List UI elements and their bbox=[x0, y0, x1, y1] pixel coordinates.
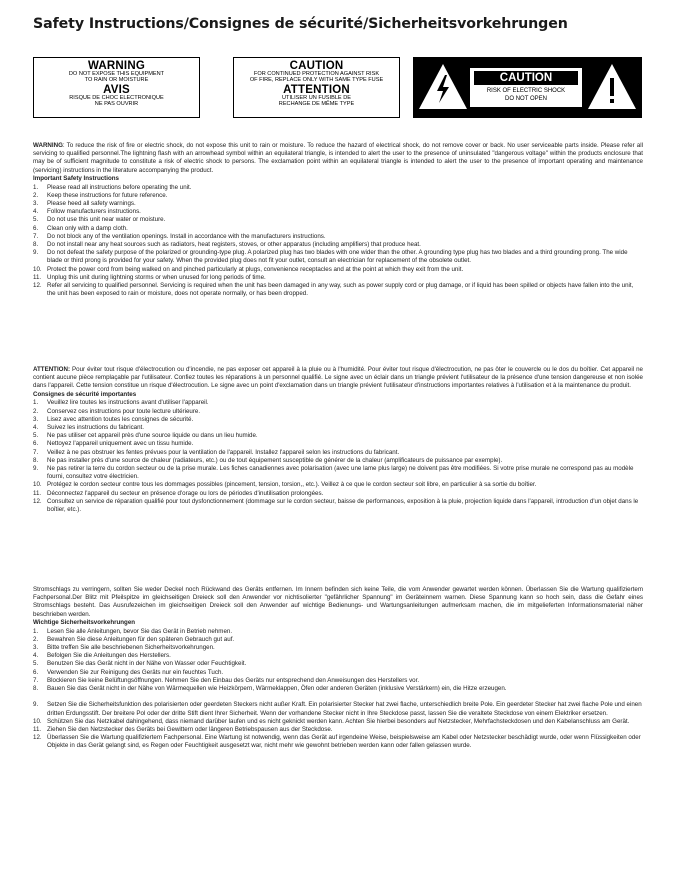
caution-line-2: OF FIRE, REPLACE ONLY WITH SAME TYPE FUSE bbox=[249, 76, 384, 83]
item-number: 11. bbox=[33, 725, 42, 733]
english-section bbox=[33, 142, 643, 298]
list-item bbox=[33, 628, 643, 636]
avis-line-1: RISQUE DE CHOC ELECTRONIQUE bbox=[69, 94, 164, 101]
list-spacer bbox=[33, 693, 643, 701]
item-number: 7. bbox=[33, 448, 39, 456]
item-number: 12. bbox=[33, 281, 42, 289]
list-item bbox=[33, 498, 643, 514]
item-number: 8. bbox=[33, 684, 39, 692]
french-attention-label: ATTENTION: bbox=[33, 366, 71, 373]
item-text: Protect the power cord from being walked on and pinched particularly at plugs, convenience receptacles and at the point at which they exit from the unit. bbox=[47, 265, 464, 273]
list-item bbox=[33, 192, 643, 200]
list-item bbox=[33, 652, 643, 660]
list-item bbox=[33, 465, 643, 481]
item-number: 10. bbox=[33, 717, 42, 725]
list-item bbox=[33, 677, 643, 685]
list-item bbox=[33, 660, 643, 668]
list-item bbox=[33, 225, 643, 233]
list-item bbox=[33, 266, 643, 274]
item-text: Bewahren Sie diese Anleitungen für den späteren Gebrauch gut auf. bbox=[47, 635, 235, 643]
list-item bbox=[33, 734, 643, 750]
french-section bbox=[33, 366, 643, 514]
item-text: Veuillez lire toutes les instructions avant d'utiliser l'appareil. bbox=[47, 399, 209, 407]
german-section bbox=[33, 586, 643, 751]
item-number: 10. bbox=[33, 481, 42, 489]
list-item bbox=[33, 669, 643, 677]
english-list bbox=[33, 184, 643, 299]
avis-heading: AVIS bbox=[103, 83, 130, 96]
item-number: 6. bbox=[33, 668, 39, 676]
list-item bbox=[33, 636, 643, 644]
list-item bbox=[33, 216, 643, 224]
item-text: Déconnectez l'appareil du secteur en présence d'orage ou lors de périodes d'inutilisation prolongées. bbox=[47, 489, 324, 497]
item-number: 6. bbox=[33, 440, 39, 448]
item-text: Do not block any of the ventilation openings. Install in accordance with the manufacturers instructions. bbox=[47, 232, 326, 240]
item-text: Lisez avec attention toutes les consignes de sécurité. bbox=[47, 415, 194, 423]
list-item bbox=[33, 241, 643, 249]
exclamation-triangle-icon bbox=[586, 61, 638, 113]
item-text: Nettoyez l'appareil uniquement avec un tissu humide. bbox=[47, 440, 194, 448]
list-item bbox=[33, 685, 643, 693]
list-item bbox=[33, 457, 643, 465]
item-text: Verwenden Sie zur Reinigung des Geräts nur ein feuchtes Tuch. bbox=[47, 668, 224, 676]
list-item bbox=[33, 481, 643, 489]
caution-fuse-label-box bbox=[233, 57, 400, 118]
list-item bbox=[33, 701, 643, 717]
item-text: Protégez le cordon secteur contre tous les dommages possibles (pincement, tension, torsion,, etc.). Veillez à ce que le cordon secteur soit libre, en particulier à sa sortie du boîtier. bbox=[47, 481, 537, 489]
list-item bbox=[33, 449, 643, 457]
item-text: Befolgen Sie die Anleitungen des Herstellers. bbox=[47, 652, 171, 660]
item-number: 3. bbox=[33, 643, 39, 651]
electric-shock-label-box bbox=[413, 57, 642, 118]
french-heading: Consignes de sécurité importantes bbox=[33, 391, 137, 399]
list-item bbox=[33, 718, 643, 726]
shock-label-panel bbox=[470, 68, 582, 107]
attention-line-1: UTILISER UN FUSIBLE DE bbox=[281, 94, 351, 101]
item-number: 10. bbox=[33, 265, 42, 273]
item-number: 9. bbox=[33, 464, 39, 472]
item-number: 7. bbox=[33, 232, 39, 240]
item-text: Unplug this unit during lightning storms or when unused for long periods of time. bbox=[47, 273, 266, 281]
attention-heading: ATTENTION bbox=[283, 83, 350, 96]
item-text: Ne pas utiliser cet appareil près d'une source liquide ou dans un lieu humide. bbox=[47, 432, 258, 440]
page-title: Safety Instructions/Consignes de sécurité/Sicherheitsvorkehrungen bbox=[33, 16, 568, 32]
item-text: Please heed all safety warnings. bbox=[47, 199, 136, 207]
list-item bbox=[33, 399, 643, 407]
item-number: 7. bbox=[33, 676, 39, 684]
item-text: Consultez un service de réparation qualifié pour tout dysfonctionnement (dommage sur le cordon secteur, baisse de performances, exposition à la pluie, projection liquide dans l'appareil, introduction d'un objet dans le boîtier, etc.). bbox=[47, 497, 639, 513]
french-intro bbox=[33, 366, 643, 391]
list-item bbox=[33, 249, 643, 265]
warning-line-1: DO NOT EXPOSE THIS EQUIPMENT bbox=[68, 71, 165, 78]
item-number: 2. bbox=[33, 407, 39, 415]
list-item bbox=[33, 184, 643, 192]
english-intro bbox=[33, 142, 643, 175]
item-number: 12. bbox=[33, 734, 42, 742]
item-text: Lesen Sie alle Anleitungen, bevor Sie das Gerät in Betrieb nehmen. bbox=[47, 627, 233, 635]
item-text: Benutzen Sie das Gerät nicht in der Nähe von Wasser oder Feuchtigkeit. bbox=[47, 660, 247, 668]
item-number: 4. bbox=[33, 208, 39, 216]
item-number: 2. bbox=[33, 635, 39, 643]
list-item bbox=[33, 233, 643, 241]
item-text: Setzen Sie die Sicherheitsfunktion des polarisierten oder geerdeten Steckers nicht außer Kraft. Ein polarisierter Stecker hat zwei flache, unterschiedlich breite Pole. Ein geerdeter Stecker hat zwei flache Pole und einen dritten Erdungsstift. Der breitere Pol oder der dritte Stift dient Ihrer Sicherheit. Wenn der vorhandene Stecker nicht in Ihre Steckdose passt, lassen Sie die veraltete Steckdose von einem Elektriker ersetzen. bbox=[47, 701, 642, 717]
item-text: Refer all servicing to qualified personnel. Servicing is required when the unit has been damaged in any way, such as power supply cord or plug damage, or if liquid has been spilled or objects have fallen into the unit, the unit has been exposed to rain or moisture, does not operate normally, or has been dropped. bbox=[47, 281, 634, 298]
item-text: Bauen Sie das Gerät nicht in der Nähe von Wärmequellen wie Heizkörpern, Wärmeklappen, Öfen oder anderen Geräten (inklusive Verstärkern) ein, die Hitze erzeugen. bbox=[47, 684, 507, 692]
item-number: 4. bbox=[33, 652, 39, 660]
item-number: 3. bbox=[33, 199, 39, 207]
attention-line-2: RECHANGE DE MÊME TYPE bbox=[278, 100, 355, 107]
item-number: 2. bbox=[33, 191, 39, 199]
list-item bbox=[33, 408, 643, 416]
french-list bbox=[33, 399, 643, 514]
item-text: Blockieren Sie keine Belüftungsöffnungen. Nehmen Sie den Einbau des Geräts nur entsprechend den Anweisungen des Herstellers vor. bbox=[47, 676, 420, 684]
item-text: Ne pas retirer la terre du cordon secteur ou de la prise murale. Les fiches canadiennes avec polarisation (avec une lame plus large) ne doivent pas être modifiées. Si votre prise murale ne correspond pas au modèle fourni, consultez votre électricien. bbox=[47, 464, 634, 481]
item-number: 1. bbox=[33, 399, 39, 407]
list-item bbox=[33, 490, 643, 498]
item-number: 9. bbox=[33, 249, 39, 257]
item-text: Keep these instructions for future reference. bbox=[47, 191, 168, 199]
list-item bbox=[33, 432, 643, 440]
list-item bbox=[33, 440, 643, 448]
item-text: Ne pas installer près d'une source de chaleur (radiateurs, etc.) ou de tout équipement susceptible de générer de la chaleur (amplificateurs de puissance par exemple). bbox=[47, 456, 503, 464]
item-number: 9. bbox=[33, 701, 39, 709]
item-text: Clean only with a damp cloth. bbox=[47, 224, 128, 232]
list-item bbox=[33, 274, 643, 282]
item-number: 3. bbox=[33, 415, 39, 423]
item-text: Veillez à ne pas obstruer les fentes prévues pour la ventilation de l'appareil. Installez l'appareil selon les instructions du fabricant. bbox=[47, 448, 400, 456]
item-text: Überlassen Sie die Wartung qualifiziertem Fachpersonal. Eine Wartung ist notwendig, wenn das Gerät auf irgendeine Weise, beispielsweise am Kabel oder Netzstecker beschädigt wurde, oder wenn Flüssigkeiten oder Objekte in das Gerät gelangt sind, es Regen oder Feuchtigkeit ausgesetzt war, nicht mehr wie gewohnt betrieben werden kann oder fallen gelassen wurde. bbox=[47, 734, 641, 750]
item-text: Follow manufacturers instructions. bbox=[47, 208, 141, 216]
item-text: Suivez les instructions du fabricant. bbox=[47, 423, 144, 431]
warning-heading: WARNING bbox=[88, 60, 145, 72]
list-item bbox=[33, 424, 643, 432]
english-warning-label: WARNING bbox=[33, 142, 63, 149]
list-item bbox=[33, 416, 643, 424]
list-item bbox=[33, 200, 643, 208]
caution-line-1: FOR CONTINUED PROTECTION AGAINST RISK bbox=[253, 71, 380, 78]
warning-line-2: TO RAIN OR MOISTURE bbox=[84, 76, 149, 83]
list-item bbox=[33, 208, 643, 216]
item-number: 4. bbox=[33, 423, 39, 431]
french-intro-text: Pour éviter tout risque d'électrocution ou d'incendie, ne pas exposer cet appareil à la pluie ou à l'humidité. Pour éviter tout risque d'électrocution, ne pas ôter le couvercle ou le dos du boîtier. Cet appareil ne contient aucune pièce remplaçable par l'utilisateur. Confiez toutes les réparations à un personnel qualifié. Le signe avec un éclair dans un triangle prévient l'utilisateur de la présence d'une tension dangereuse et non isolée dans l'appareil. Cette tension constitue un risque d'électrocution. Le signe avec un point d'exclamation dans un triangle prévient l'utilisateur d'instructions importantes relatives à l'utilisation et à la maintenance du produit. bbox=[33, 366, 643, 390]
warning-label-box bbox=[33, 57, 200, 118]
list-item bbox=[33, 726, 643, 734]
item-number: 1. bbox=[33, 183, 39, 191]
item-text: Do not install near any heat sources such as radiators, heat registers, stoves, or other apparatus (including amplifiers) that produce heat. bbox=[47, 240, 421, 248]
avis-line-2: NE PAS OUVRIR bbox=[94, 100, 139, 107]
item-number: 5. bbox=[33, 660, 39, 668]
item-number: 12. bbox=[33, 497, 42, 505]
english-intro-text: : To reduce the risk of fire or electric shock, do not expose this unit to rain or moisture. To reduce the hazard of electrical shock, do not remove cover or back. No user serviceable parts inside. Please refer all servicing to qualified personnel.The lightning flash with an arrowhead symbol within an equilateral triangle, is intended to alert the user to the presence of uninsulated "dangerous voltage" within the products enclosure that may be of sufficient magnitude to constitute a risk of electric shock to persons. The exclamation point within an equilateral triangle is intended to alert the user to the presence of important operating and maintenance (servicing) instructions in the literature accompanying the product. bbox=[33, 142, 643, 174]
item-number: 8. bbox=[33, 240, 39, 248]
list-item bbox=[33, 644, 643, 652]
lightning-triangle-icon bbox=[417, 61, 469, 113]
item-text: Bitte treffen Sie alle beschriebenen Sicherheitsvorkehrungen. bbox=[47, 643, 215, 651]
item-number: 5. bbox=[33, 432, 39, 440]
item-text: Conservez ces instructions pour toute lecture ultérieure. bbox=[47, 407, 201, 415]
german-intro: Stromschlags zu verringern, sollten Sie weder Deckel noch Rückwand des Geräts entfernen. Im Innern befinden sich keine Teile, die vom Anwender gewartet werden können. Überlassen Sie die Wartung qualifiziertem Fachpersonal.Der Blitz mit Pfeilspitze im gleichseitigen Dreieck soll den Anwender vor nichtisolierter "gefährlicher Spannung" im Geräteinnern warnen. Diese Spannung kann so hoch sein, dass die Gefahr eines Stromschlags besteht. Das Ausrufezeichen im gleichseitigen Dreieck soll den Anwender auf wichtige Bedienungs- und Wartungsanleitungen aufmerksam machen, die im mitgelieferten Informationsmaterial näher beschrieben werden. bbox=[33, 586, 643, 618]
item-number: 1. bbox=[33, 627, 39, 635]
list-item bbox=[33, 282, 643, 298]
english-heading: Important Safety Instructions bbox=[33, 175, 119, 183]
shock-caution-heading: CAUTION bbox=[474, 71, 578, 85]
shock-line-1: RISK OF ELECTRIC SHOCK bbox=[486, 88, 566, 95]
item-number: 11. bbox=[33, 273, 42, 281]
item-number: 6. bbox=[33, 224, 39, 232]
item-number: 8. bbox=[33, 456, 39, 464]
item-text: Do not defeat the safety purpose of the polarized or grounding-type plug. A polarized plug has two blades with one wider than the other. A grounding type plug has two blades and a third grounding prong. The wide blade or third prong is provided for your safety. When the provided plug does not fit your outlet, consult an electrician for replacement of the obsolete outlet. bbox=[47, 249, 628, 265]
caution-heading: CAUTION bbox=[289, 60, 344, 72]
german-list bbox=[33, 628, 643, 751]
item-text: Ziehen Sie den Netzstecker des Geräts bei Gewittern oder längeren Betriebspausen aus der Steckdose. bbox=[47, 725, 333, 733]
item-number: 5. bbox=[33, 216, 39, 224]
item-text: Please read all instructions before operating the unit. bbox=[47, 183, 192, 191]
german-heading: Wichtige Sicherheitsvorkehrungen bbox=[33, 619, 136, 627]
item-text: Do not use this unit near water or moisture. bbox=[47, 216, 166, 224]
item-number: 11. bbox=[33, 489, 42, 497]
shock-line-2: DO NOT OPEN bbox=[505, 95, 547, 102]
item-text: Schützen Sie das Netzkabel dahingehend, dass niemand darüber laufen und es nicht geknickt werden kann. Achten Sie hierbei besonders auf Netzstecker, Mehrfachsteckdosen und den Kabelanschluss am Gerät. bbox=[47, 717, 630, 725]
